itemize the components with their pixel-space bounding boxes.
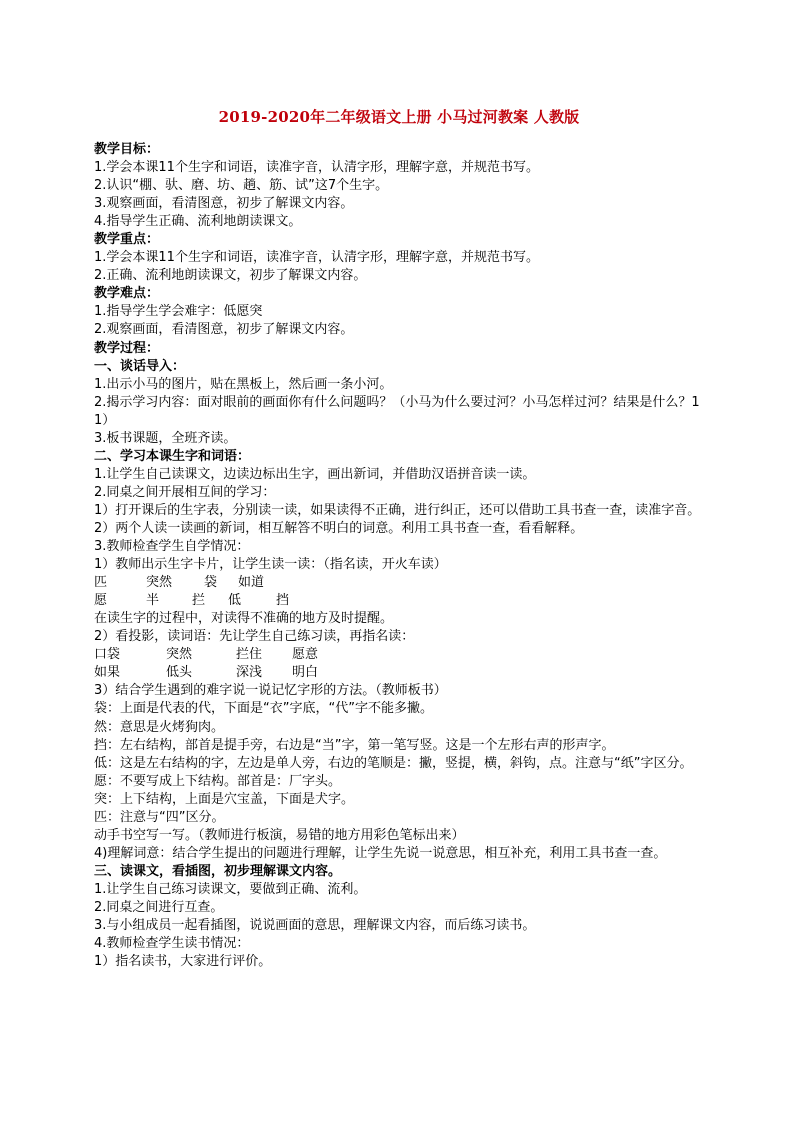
word-item: 愿意 xyxy=(292,647,319,663)
goal-line: 2.认识“棚、驮、磨、坊、趟、筋、试”这7个生字。 xyxy=(94,178,389,194)
process-line: 1.出示小马的图片，贴在黑板上，然后画一条小河。 xyxy=(94,376,393,392)
difficulty-line: 2.观察画面，看清图意，初步了解课文内容。 xyxy=(94,322,354,338)
process-line: 3.教师检查学生自学情况： xyxy=(94,539,250,555)
process-line: 1）打开课后的生字表，分别读一读，如果读得不正确，进行纠正，还可以借助工具书查一查，读准字音。 xyxy=(94,502,701,518)
process-line: 3）结合学生遇到的难字说一说记忆字形的方法。（教师板书） xyxy=(94,683,447,699)
document-title: 2019-2020年二年级语文上册 小马过河教案 人教版 xyxy=(218,108,580,126)
part-heading-1: 一、谈话导入： xyxy=(94,358,186,374)
process-line: 匹：注意与“四”区分。 xyxy=(94,809,225,825)
process-line: 低：这是左右结构的字，左边是单人旁，右边的笔顺是：撇，竖提，横，斜钩，点。注意与“纸”字区分。 xyxy=(94,755,693,771)
part-heading-3: 三、读课文，看插图，初步理解课文内容。 xyxy=(94,863,342,879)
process-line: 1）教师出示生字卡片，让学生读一读：（指名读，开火车读） xyxy=(94,557,447,573)
key-line: 2.正确、流利地朗读课文，初步了解课文内容。 xyxy=(94,268,367,284)
section-heading-key: 教学重点： xyxy=(94,232,160,248)
word-item: 如果 xyxy=(94,665,121,681)
goal-line: 3.观察画面，看清图意，初步了解课文内容。 xyxy=(94,196,354,212)
word-item: 拦住 xyxy=(236,647,263,663)
char-item: 愿 xyxy=(94,593,108,609)
process-line: 1.让学生自己读课文，边读边标出生字，画出新词，并借助汉语拼音读一读。 xyxy=(94,466,536,482)
process-line: 4.教师检查学生读书情况： xyxy=(94,936,250,952)
word-row xyxy=(94,664,704,682)
char-item: 拦 xyxy=(192,593,206,609)
process-line: 3.板书课题，全班齐读。 xyxy=(94,430,237,446)
process-line: 突：上下结构，上面是穴宝盖，下面是犬字。 xyxy=(94,791,355,807)
word-item: 明白 xyxy=(292,665,319,681)
process-line: 挡：左右结构，部首是提手旁，右边是“当”字，第一笔写竖。这是一个左形右声的形声字。 xyxy=(94,737,615,753)
section-heading-process: 教学过程： xyxy=(94,340,160,356)
process-line: 袋：上面是代表的代，下面是“衣”字底，“代”字不能多撇。 xyxy=(94,701,433,717)
char-item: 挡 xyxy=(276,593,290,609)
process-line: 2）看投影，读词语：先让学生自己练习读，再指名读： xyxy=(94,629,415,645)
process-line: 1.让学生自己练习读课文，要做到正确、流利。 xyxy=(94,881,367,897)
key-line: 1.学会本课11个生字和词语，读准字音，认清字形，理解字意，并规范书写。 xyxy=(94,250,539,266)
word-item: 突然 xyxy=(166,647,193,663)
char-item: 低 xyxy=(228,593,242,609)
process-line: 2）两个人读一读画的新词，相互解答不明白的词意。利用工具书查一查，看看解释。 xyxy=(94,520,584,536)
char-item: 突然 xyxy=(146,575,173,591)
goal-line: 1.学会本课11个生字和词语，读准字音，认清字形，理解字意，并规范书写。 xyxy=(94,160,539,176)
goal-line: 4.指导学生正确、流利地朗读课文。 xyxy=(94,214,302,230)
char-row xyxy=(94,574,704,592)
process-line: 在读生字的过程中，对读得不准确的地方及时提醒。 xyxy=(94,611,394,627)
word-item: 低头 xyxy=(166,665,193,681)
word-row xyxy=(94,646,704,664)
process-line: 然：意思是火烤狗肉。 xyxy=(94,719,225,735)
char-item: 如道 xyxy=(238,575,265,591)
document-page xyxy=(94,100,704,971)
word-item: 深浅 xyxy=(236,665,263,681)
process-line: 愿：不要写成上下结构。部首是：厂字头。 xyxy=(94,773,342,789)
char-item: 半 xyxy=(146,593,160,609)
char-item: 袋 xyxy=(204,575,218,591)
process-line: 2.同桌之间进行互查。 xyxy=(94,899,224,915)
process-line: 1）指名读书，大家进行评价。 xyxy=(94,954,272,970)
char-item: 匹 xyxy=(94,575,108,591)
difficulty-line: 1.指导学生学会难字：低愿突 xyxy=(94,304,263,320)
char-row xyxy=(94,592,704,610)
process-line: 动手书空写一写。（教师进行板演，易错的地方用彩色笔标出来） xyxy=(94,827,465,843)
process-line: 4)理解词意：结合学生提出的问题进行理解，让学生先说一说意思，相互补充，利用工具书查一查。 xyxy=(94,845,667,861)
section-heading-goals: 教学目标： xyxy=(94,142,160,157)
process-line: 2.揭示学习内容：面对眼前的画面你有什么问题吗？（小马为什么要过河？小马怎样过河？结果是什么？11） xyxy=(94,394,700,428)
part-heading-2: 二、学习本课生字和词语： xyxy=(94,448,251,464)
process-line: 2.同桌之间开展相互间的学习： xyxy=(94,484,276,500)
word-item: 口袋 xyxy=(94,647,121,663)
process-line: 3.与小组成员一起看插图，说说画面的意思，理解课文内容，而后练习读书。 xyxy=(94,918,536,934)
section-heading-difficulty: 教学难点： xyxy=(94,286,160,302)
